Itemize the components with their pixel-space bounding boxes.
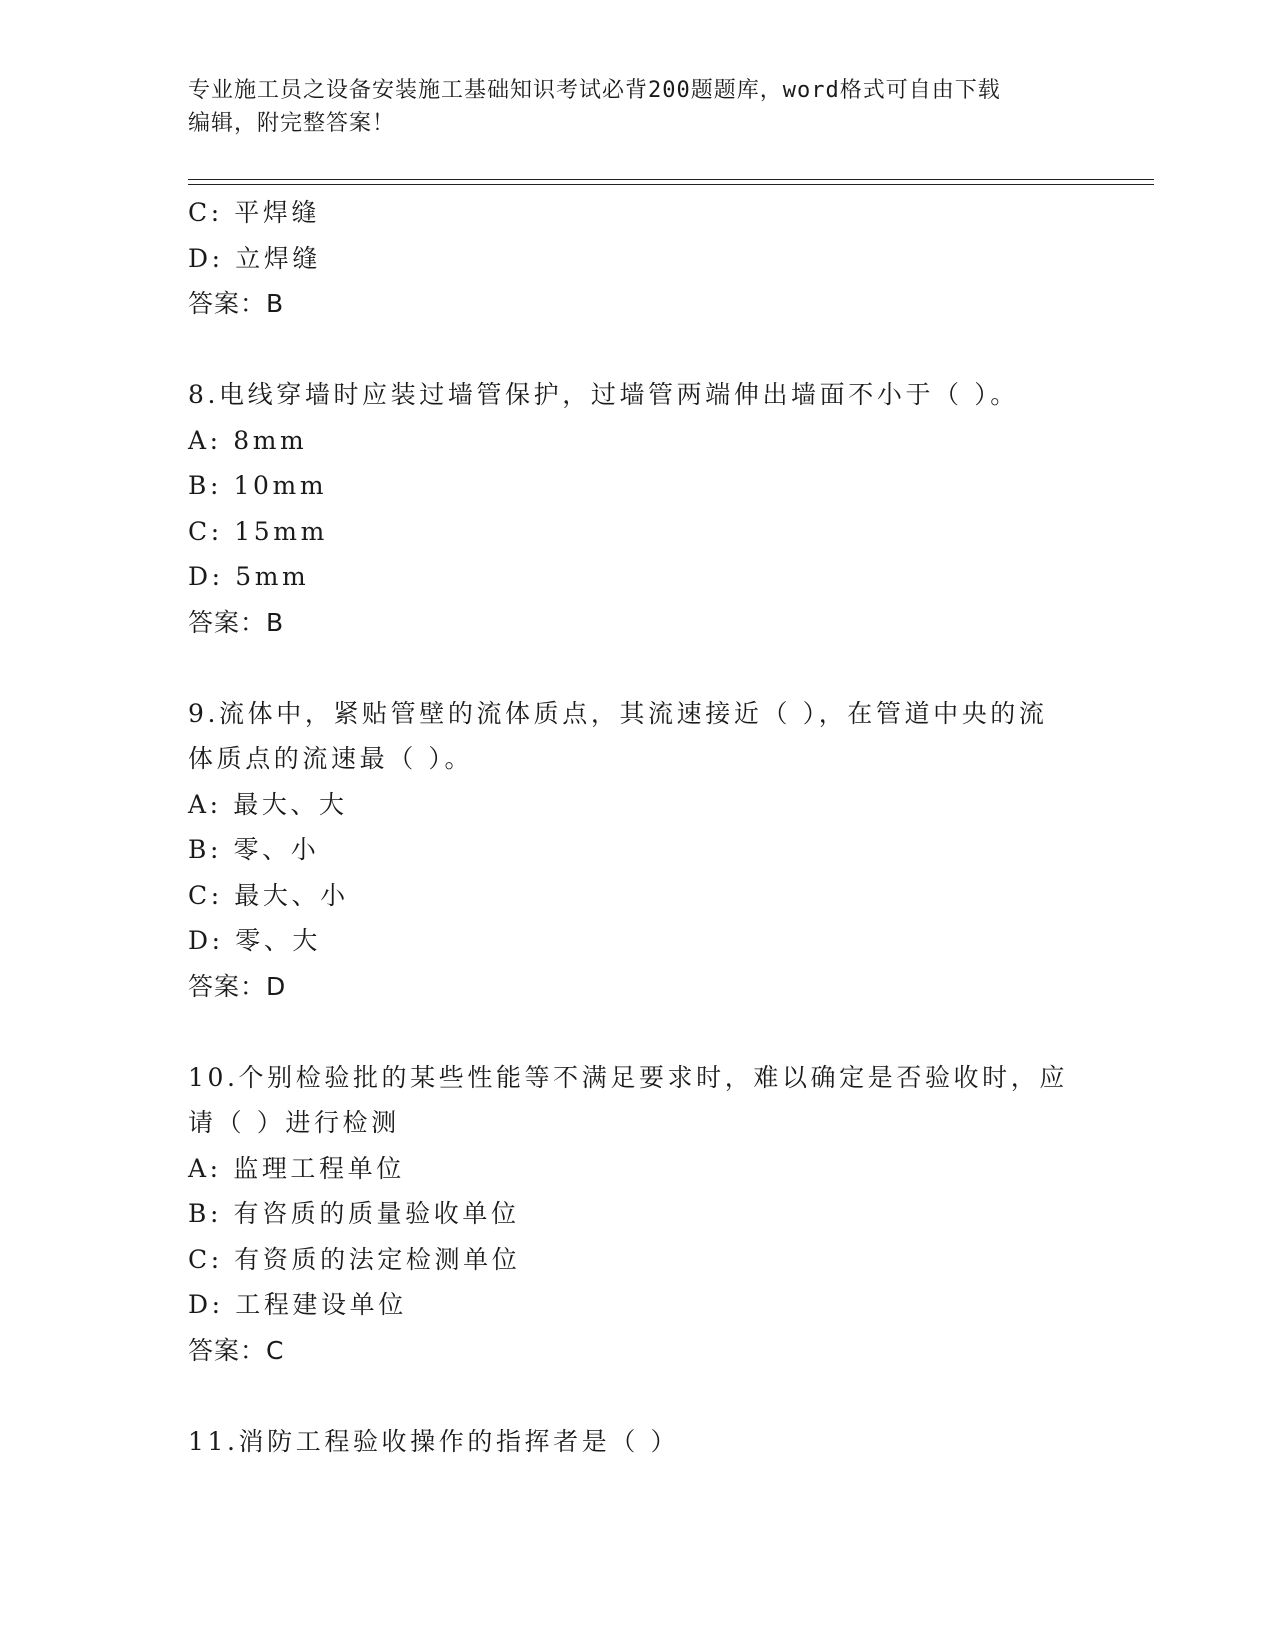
option-line: C: 最大、小: [188, 880, 349, 910]
spacer: [188, 1373, 1088, 1419]
spacer: [188, 1009, 1088, 1055]
question-text: 10.个别检验批的某些性能等不满足要求时，难以确定是否验收时，应: [188, 1062, 1068, 1092]
option-line: A: 最大、大: [188, 789, 348, 819]
header-line-1: 专业施工员之设备安装施工基础知识考试必背200题题库，word格式可自由下载: [188, 78, 1001, 103]
option-line: A: 监理工程单位: [188, 1153, 405, 1183]
option-line: D: 立焊缝: [188, 243, 322, 273]
document-header: [188, 74, 1068, 140]
spacer: [188, 645, 1088, 691]
answer-line: 答案：C: [188, 1335, 285, 1365]
question-8: [188, 372, 1088, 645]
option-line: C: 有资质的法定检测单位: [188, 1244, 521, 1274]
option-line: D: 5mm: [188, 562, 310, 591]
question-10: [188, 1055, 1088, 1374]
answer-line: 答案：B: [188, 289, 285, 318]
question-11: [188, 1419, 1088, 1465]
option-line: C: 平焊缝: [188, 198, 321, 227]
question-9: [188, 691, 1088, 1010]
option-line: D: 工程建设单位: [188, 1290, 407, 1319]
option-line: B: 10mm: [188, 471, 328, 500]
spacer: [188, 327, 1088, 373]
option-line: C: 15mm: [188, 516, 328, 546]
option-line: B: 零、小: [188, 835, 320, 864]
question-text: 9.流体中，紧贴管壁的流体质点，其流速接近（ ），在管道中央的流: [188, 698, 1048, 728]
question-list: [188, 190, 1088, 1464]
option-line: B: 有咨质的质量验收单位: [188, 1199, 520, 1228]
header-line-2: 编辑，附完整答案！: [188, 111, 396, 136]
question-text: 11.消防工程验收操作的指挥者是（ ）: [188, 1426, 680, 1456]
option-line: A: 8mm: [188, 425, 308, 455]
question-text: 8.电线穿墙时应装过墙管保护，过墙管两端伸出墙面不小于（ ）。: [188, 380, 1019, 409]
header-divider-top: [188, 179, 1154, 180]
answer-line: 答案：B: [188, 607, 285, 637]
answer-line: 答案：D: [188, 971, 287, 1001]
partial-question: [188, 190, 1088, 327]
question-text: 体质点的流速最（ ）。: [188, 744, 474, 773]
question-text: 请（ ）进行检测: [188, 1108, 400, 1137]
option-line: D: 零、大: [188, 926, 322, 955]
header-divider-bottom: [188, 184, 1154, 185]
